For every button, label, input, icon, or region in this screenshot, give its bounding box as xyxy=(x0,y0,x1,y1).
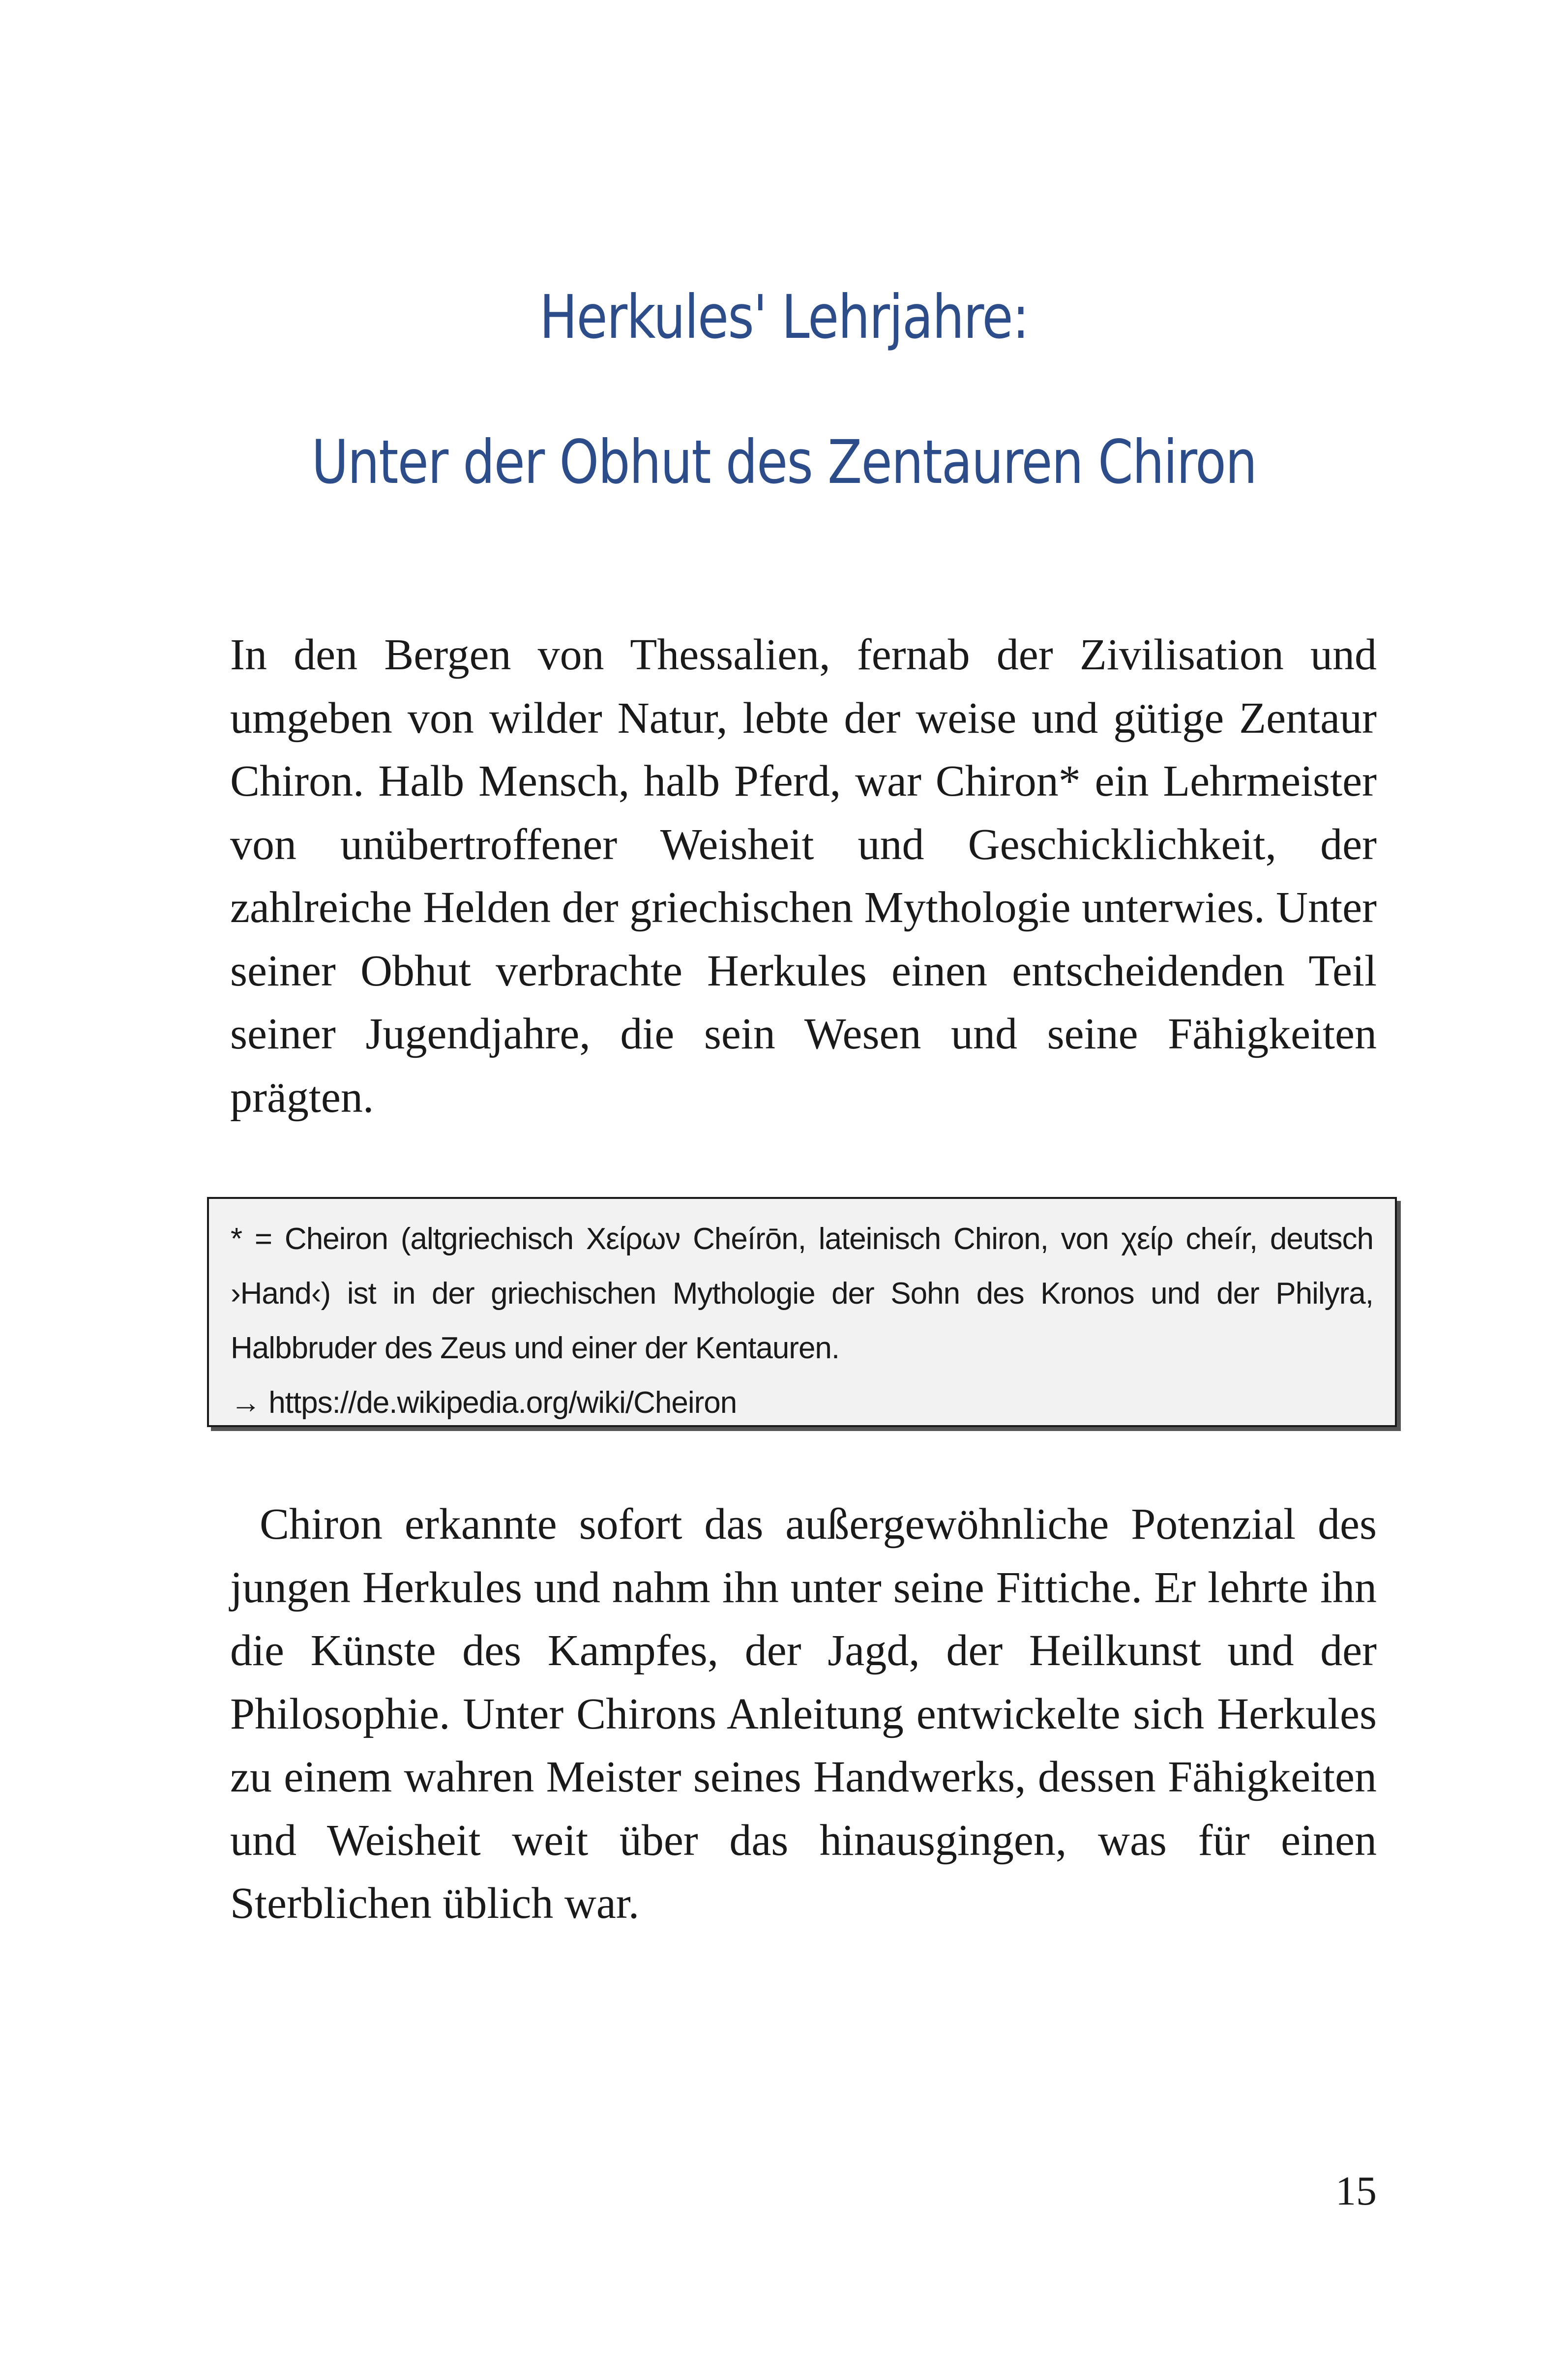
body-paragraph-2: Chiron erkannte sofort das außergewöhnliche Potenzial des jungen Herkules und nahm ihn unter seine Fittiche. Er lehrte ihn die Künste des Kampfes, der Jagd, der Heilkunst und der Philosophie. Unter Chirons Anleitung entwickelte sich Herkules zu einem wahren Meister seines Handwerks, dessen Fähigkeiten und Weisheit weit über das hinausgingen, was für einen Sterblichen üblich war. xyxy=(230,1500,1377,1928)
chapter-title-line-1: Herkules' Lehrjahre: xyxy=(539,282,1029,352)
chapter-title-line-2: Unter der Obhut des Zentauren Chiron xyxy=(311,427,1257,497)
footnote-link[interactable]: → https://de.wikipedia.org/wiki/Cheiron xyxy=(231,1386,737,1420)
footnote-text: * = Cheiron (altgriechisch Χείρων Cheírōn, lateinisch Chiron, von χείρ cheír, deutsch ›Hand‹) ist in der griechischen Mythologie der Sohn des Kronos und der Philyra, Halbbruder des Zeus und einer der Kentauren. xyxy=(231,1222,1373,1365)
footnote-box xyxy=(207,1197,1397,1427)
page-number: 15 xyxy=(1335,2168,1377,2214)
body-paragraph-1: In den Bergen von Thessalien, fernab der Zivilisation und umgeben von wilder Natur, lebte der weise und gütige Zentaur Chiron. Halb Mensch, halb Pferd, war Chiron* ein Lehrmeister von unübertroffener Weisheit und Geschicklichkeit, der zahlreiche Helden der griechischen Mythologie unterwies. Unter seiner Obhut verbrachte Herkules einen entscheidenden Teil seiner Jugendjahre, die sein Wesen und seine Fähigkeiten prägten. xyxy=(230,630,1377,1122)
